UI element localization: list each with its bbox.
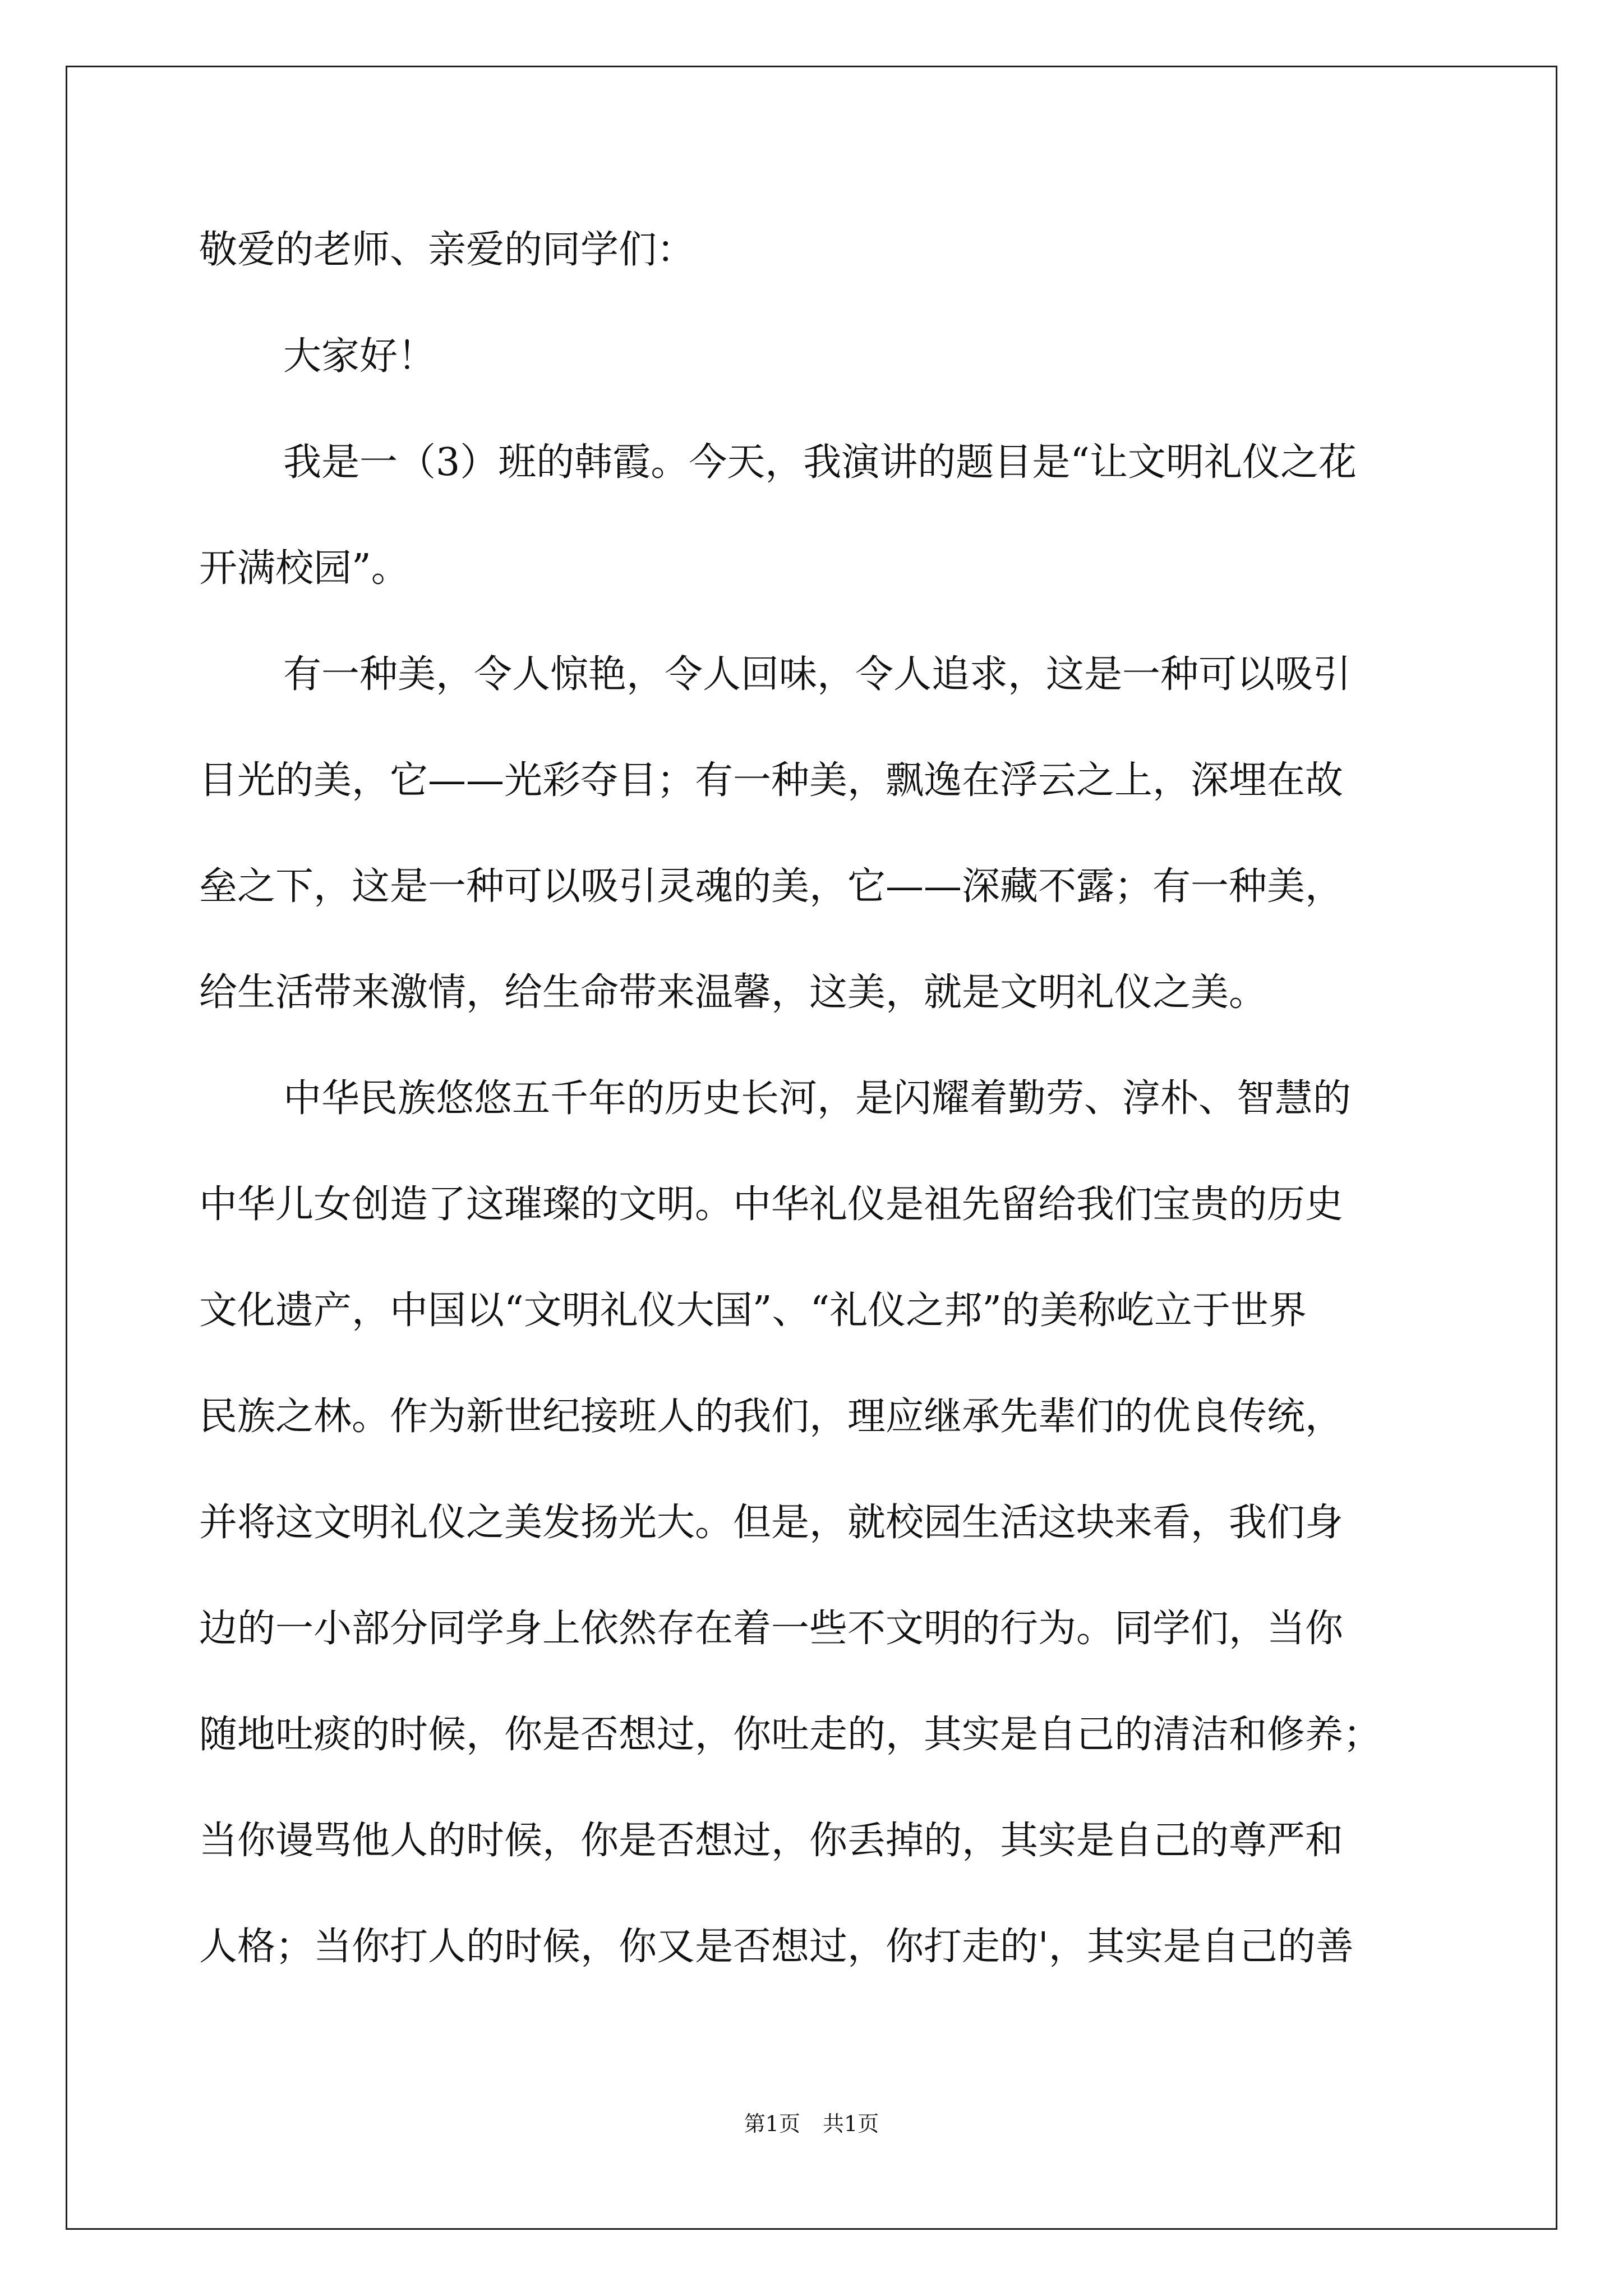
text-line: 人格；当你打人的时候，你又是否想过，你打走的'，其实是自己的善 [199, 1925, 1354, 1969]
greeting-line: 大家好！ [283, 334, 436, 379]
text-line: 并将这文明礼仪之美发扬光大。但是，就校园生活这块来看，我们身 [199, 1501, 1344, 1545]
text-line: 中华儿女创造了这璀璨的文明。中华礼仪是祖先留给我们宝贵的历史 [199, 1182, 1344, 1227]
text-line: 边的一小部分同学身上依然存在着一些不文明的行为。同学们，当你 [199, 1607, 1344, 1651]
text-line: 目光的美，它——光彩夺目；有一种美，飘逸在浮云之上，深埋在故 [199, 758, 1344, 803]
page-footer [0, 2110, 1623, 2137]
text-line: 有一种美，令人惊艳，令人回味，令人追求，这是一种可以吸引 [283, 652, 1352, 697]
text-line: 随地吐痰的时候，你是否想过，你吐走的，其实是自己的清洁和修养； [199, 1713, 1382, 1757]
text-line: 垒之下，这是一种可以吸引灵魂的美，它——深藏不露；有一种美， [199, 864, 1344, 909]
page-number-total: 共1页 [823, 2111, 879, 2136]
text-line: 文化遗产，中国以“文明礼仪大国”、“礼仪之邦”的美称屹立于世界 [199, 1289, 1307, 1333]
text-line: 中华民族悠悠五千年的历史长河，是闪耀着勤劳、淳朴、智慧的 [283, 1076, 1352, 1121]
text-line: 开满校园”。 [199, 546, 409, 591]
text-line: 当你谩骂他人的时候，你是否想过，你丢掉的，其实是自己的尊严和 [199, 1819, 1344, 1863]
text-line: 我是一（3）班的韩霞。今天，我演讲的题目是“让文明礼仪之花 [283, 440, 1357, 485]
text-line: 民族之林。作为新世纪接班人的我们，理应继承先辈们的优良传统， [199, 1395, 1344, 1439]
text-line: 给生活带来激情，给生命带来温馨，这美，就是文明礼仪之美。 [199, 970, 1267, 1015]
page-number-current: 第1页 [744, 2111, 800, 2136]
salutation-line: 敬爱的老师、亲爱的同学们： [199, 228, 695, 272]
